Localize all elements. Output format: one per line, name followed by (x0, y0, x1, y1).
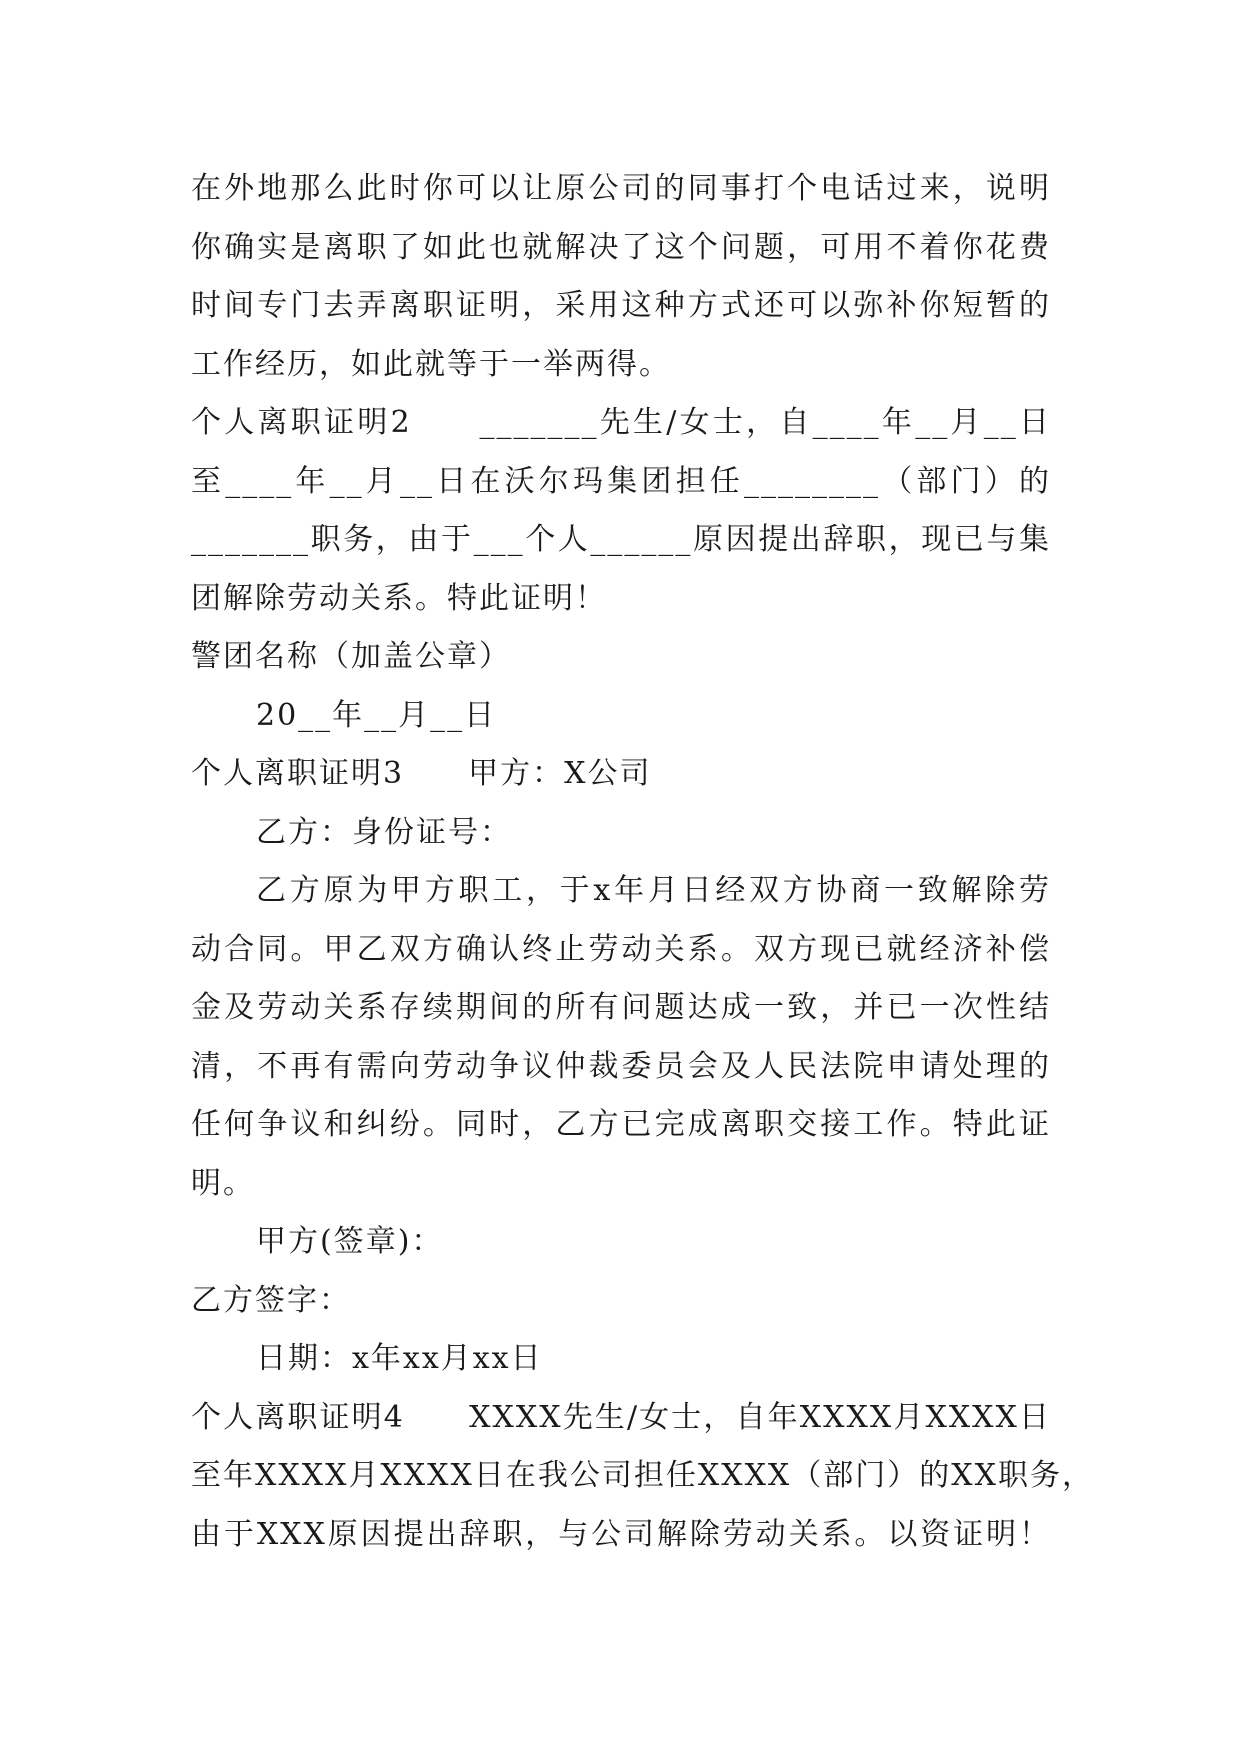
paragraph-line: 清，不再有需向劳动争议仲裁委员会及人民法院申请处理的 (191, 1048, 1051, 1084)
paragraph-line: 由于XXX原因提出辞职，与公司解除劳动关系。以资证明！ (191, 1516, 1051, 1552)
paragraph-line: 金及劳动关系存续期间的所有问题达成一致，并已一次性结 (191, 990, 1051, 1025)
paragraph-line: 在外地那么此时你可以让原公司的同事打个电话过来，说明 (191, 171, 1051, 206)
paragraph-line: 任何争议和纠纷。同时，乙方已完成离职交接工作。特此证 (191, 1107, 1051, 1142)
paragraph-line: 团解除劳动关系。特此证明！ (191, 580, 607, 616)
date-line: 日期：x年xx月xx日 (256, 1341, 543, 1376)
company-seal-line: 警团名称（加盖公章） (191, 639, 511, 674)
paragraph-line: 动合同。甲乙双方确认终止劳动关系。双方现已就经济补偿 (191, 931, 1051, 967)
certificate-3-heading-line: 个人离职证明3 甲方：X公司 (191, 756, 652, 791)
party-b-signature-line: 乙方签字： (191, 1282, 351, 1318)
party-a-signature-line: 甲方(签章)： (256, 1224, 444, 1259)
date-line: 20__年__月__日 (256, 697, 497, 733)
party-b-id-line: 乙方：身份证号： (256, 814, 512, 850)
paragraph-line: _______职务，由于___个人______原因提出辞职，现已与集 (191, 522, 1051, 557)
paragraph-line: 至____年__月__日在沃尔玛集团担任________（部门）的 (191, 463, 1051, 499)
certificate-2-heading-line: 个人离职证明2 _______先生/女士，自____年__月__日 (191, 405, 1051, 440)
paragraph-line: 工作经历，如此就等于一举两得。 (191, 346, 671, 382)
paragraph-line: 至年XXXX月XXXX日在我公司担任XXXX（部门）的XX职务， (191, 1458, 1095, 1493)
paragraph-line: 时间专门去弄离职证明，采用这种方式还可以弥补你短暂的 (191, 288, 1051, 323)
paragraph-line: 明。 (191, 1165, 255, 1201)
certificate-4-heading-line: 个人离职证明4 XXXX先生/女士，自年XXXX月XXXX日 (191, 1399, 1051, 1435)
paragraph-line: 乙方原为甲方职工，于x年月日经双方协商一致解除劳 (256, 873, 1051, 908)
document-page (191, 160, 1095, 1564)
paragraph-line: 你确实是离职了如此也就解决了这个问题，可用不着你花费 (191, 229, 1051, 265)
